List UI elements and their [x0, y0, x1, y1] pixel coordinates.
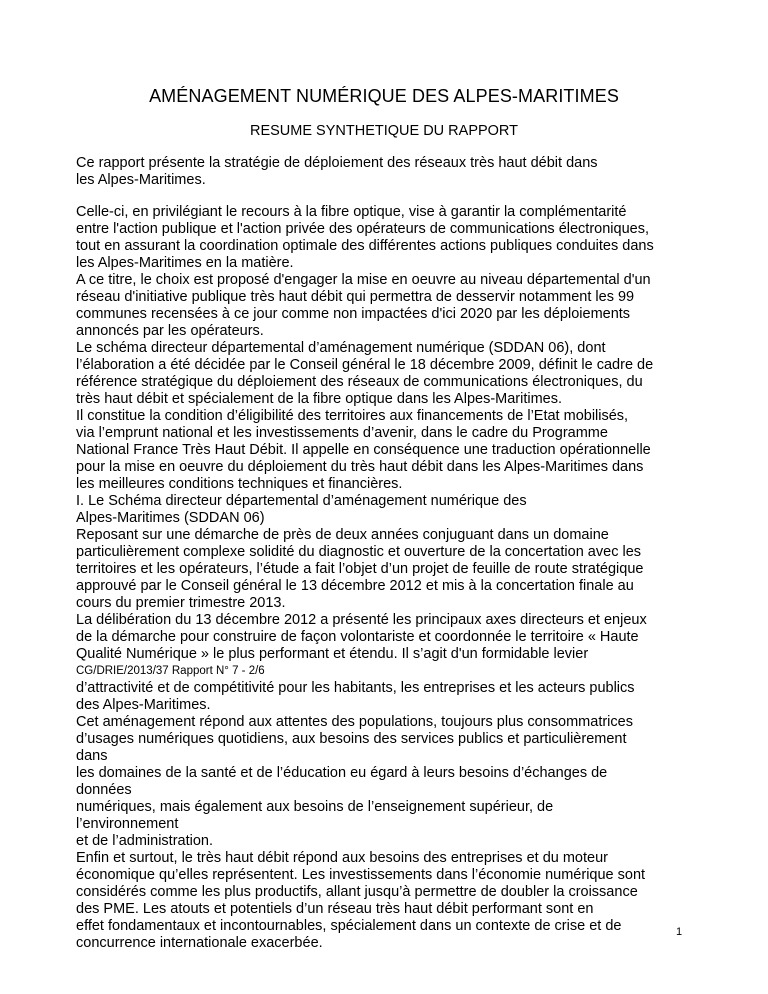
document-subtitle: RESUME SYNTHETIQUE DU RAPPORT — [249, 123, 519, 139]
text-line: numériques, mais également aux besoins de l’enseignement supérieur, de — [76, 799, 554, 815]
text-line: Cet aménagement répond aux attentes des populations, toujours plus consommatrices — [76, 714, 633, 730]
text-line: données — [76, 782, 132, 798]
text-line: les Alpes-Maritimes en la matière. — [76, 255, 294, 271]
text-line: National France Très Haut Débit. Il appelle en conséquence une traduction opérationnelle — [76, 442, 651, 458]
text-line: particulièrement complexe solidité du diagnostic et ouverture de la concertation avec les — [76, 544, 642, 560]
text-line: réseau d'initiative publique très haut débit qui permettra de desservir notamment les 99 — [76, 289, 635, 305]
text-line: les meilleures conditions techniques et financières. — [76, 476, 403, 492]
text-line: Il constitue la condition d’éligibilité des territoires aux financements de l’Etat mobilisés, — [76, 408, 629, 424]
text-line: Celle-ci, en privilégiant le recours à la fibre optique, vise à garantir la complémentarité — [76, 204, 627, 220]
text-line: Enfin et surtout, le très haut débit répond aux besoins des entreprises et du moteur — [76, 850, 608, 866]
text-line: concurrence internationale exacerbée. — [76, 935, 323, 951]
text-line: cours du premier trimestre 2013. — [76, 595, 286, 611]
text-line: des Alpes-Maritimes. — [76, 697, 211, 713]
text-line: considérés comme les plus productifs, allant jusqu’à permettre de doubler la croissance — [76, 884, 638, 900]
main-body — [76, 204, 696, 952]
text-line: pour la mise en oeuvre du déploiement du très haut débit dans les Alpes-Maritimes dans — [76, 459, 644, 475]
text-line: A ce titre, le choix est proposé d'engager la mise en oeuvre au niveau départemental d'un — [76, 272, 651, 288]
text-line: et de l’administration. — [76, 833, 214, 849]
text-line: Le schéma directeur départemental d’aménagement numérique (SDDAN 06), dont — [76, 340, 606, 356]
text-line: les domaines de la santé et de l’éducation eu égard à leurs besoins d’échanges de — [76, 765, 608, 781]
text-line: des PME. Les atouts et potentiels d’un réseau très haut débit performant sont en — [76, 901, 594, 917]
text-line: Ce rapport présente la stratégie de déploiement des réseaux très haut débit dans — [76, 155, 598, 171]
text-line: économique qu’elles représentent. Les investissements dans l’économie numérique sont — [76, 867, 646, 883]
section-heading: I. Le Schéma directeur départemental d’aménagement numérique des — [76, 493, 527, 509]
text-line: approuvé par le Conseil général le 13 décembre 2012 et mis à la concertation finale au — [76, 578, 634, 594]
text-line: Reposant sur une démarche de près de deux années conjuguant dans un domaine — [76, 527, 609, 543]
text-line: l’environnement — [76, 816, 179, 832]
text-line: effet fondamentaux et incontournables, spécialement dans un contexte de crise et de — [76, 918, 622, 934]
text-line: référence stratégique du déploiement des réseaux de communications électroniques, du — [76, 374, 643, 390]
page-number: 1 — [676, 926, 683, 938]
text-line: très haut débit et spécialement de la fibre optique dans les Alpes-Maritimes. — [76, 391, 563, 407]
text-line: annoncés par les opérateurs. — [76, 323, 264, 339]
text-line: Qualité Numérique » le plus performant et étendu. Il s’agit d'un formidable levier — [76, 646, 589, 662]
text-line: La délibération du 13 décembre 2012 a présenté les principaux axes directeurs et enjeux — [76, 612, 647, 628]
text-line: de la démarche pour construire de façon volontariste et coordonnée le territoire « Haute — [76, 629, 639, 645]
text-line: tout en assurant la coordination optimale des différentes actions publiques conduites dans — [76, 238, 654, 254]
intro-paragraph — [76, 155, 696, 189]
text-line: l’élaboration a été décidée par le Conseil général le 18 décembre 2009, définit le cadre de — [76, 357, 654, 373]
document-title: AMÉNAGEMENT NUMÉRIQUE DES ALPES-MARITIMES — [149, 86, 619, 106]
text-line: communes recensées à ce jour comme non impactées d'ici 2020 par les déploiements — [76, 306, 631, 322]
text-line: d’usages numériques quotidiens, aux besoins des services publics et particulièrement — [76, 731, 627, 747]
text-line: dans — [76, 748, 108, 764]
text-line: via l’emprunt national et les investissements d’avenir, dans le cadre du Programme — [76, 425, 608, 441]
text-line: entre l'action publique et l'action privée des opérateurs de communications électroniques, — [76, 221, 649, 237]
text-line: d’attractivité et de compétitivité pour les habitants, les entreprises et les acteurs publics — [76, 680, 635, 696]
page-reference: CG/DRIE/2013/37 Rapport N° 7 - 2/6 — [76, 665, 265, 677]
text-line: les Alpes-Maritimes. — [76, 172, 206, 188]
section-heading: Alpes-Maritimes (SDDAN 06) — [76, 510, 265, 526]
text-line: territoires et les opérateurs, l’étude a fait l’objet d’un projet de feuille de route stratégique — [76, 561, 644, 577]
